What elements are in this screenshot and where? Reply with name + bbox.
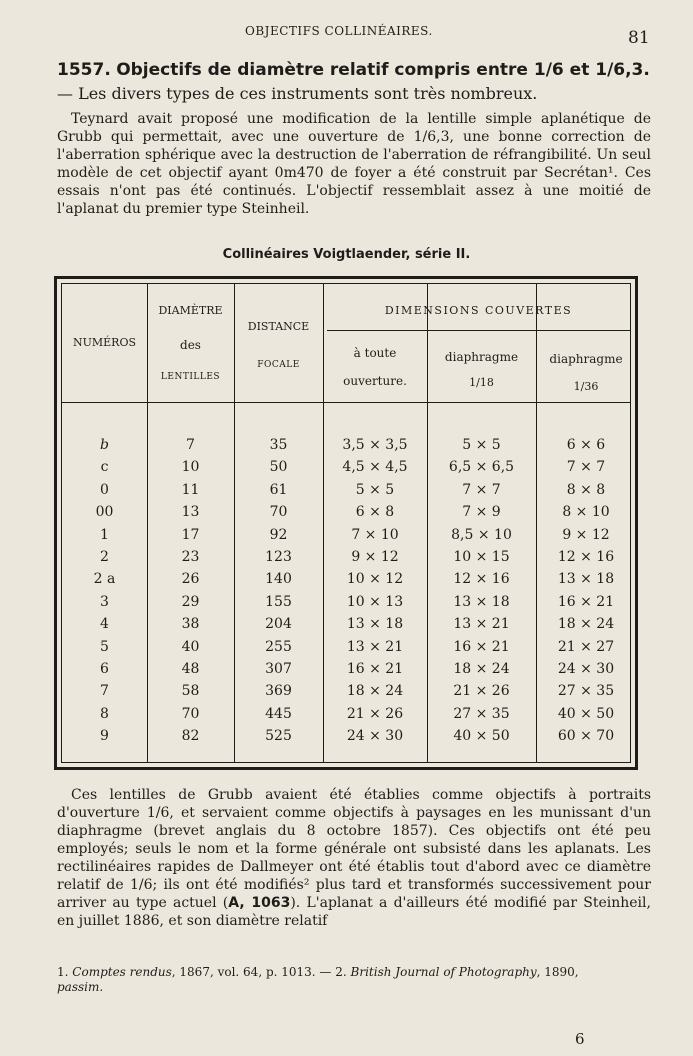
cell-diametre: 38 xyxy=(181,616,200,633)
cell-focale: 525 xyxy=(265,728,292,745)
cell-d36: 13 × 18 xyxy=(557,571,615,588)
column-diaphragme-36 xyxy=(536,434,636,748)
cell-diametre: 70 xyxy=(181,705,200,722)
cell-d18: 13 × 18 xyxy=(453,593,510,610)
section-subtitle: — Les divers types de ces instruments sont très nombreux. xyxy=(57,84,538,103)
paragraph-grubb-text: Ces lentilles de Grubb avaient été établies comme objectifs à portraits d'ouverture 1/6, et servaient comme objectifs à paysages en les munissant d'un diaphragme (brevet anglais du 8 octobre 1857). Ces objectifs ont été peu employés; seuls le nom et la forme générale ont subsisté dans les aplanats. Les rectilinéaires rapides de Dallmeyer ont été établis tout d'abord avec ce diamètre relatif de 1/6; ils ont été modifiés² plus tard et transformés successivement pour arriver au type actuel ( xyxy=(57,787,651,911)
cell-num: 5 xyxy=(100,638,109,655)
header-numeros: NUMÉROS xyxy=(72,336,137,349)
cell-d36: 16 × 21 xyxy=(557,593,615,610)
cell-toute: 5 × 5 xyxy=(355,481,395,498)
cell-d36: 9 × 12 xyxy=(562,526,610,543)
cell-d36: 18 × 24 xyxy=(557,616,615,633)
cell-num: 1 xyxy=(100,526,109,543)
header-focale: FOCALE xyxy=(257,360,300,370)
footnote-source-2: British Journal of Photography xyxy=(350,965,537,979)
header-dimensions: DIMENSIONS COUVERTES xyxy=(384,304,573,317)
footnote-text-2: , 1890, xyxy=(536,965,579,979)
cell-d36: 7 × 7 xyxy=(566,459,606,476)
cell-d36: 12 × 16 xyxy=(557,549,615,566)
column-diametre xyxy=(147,434,234,748)
cell-focale: 255 xyxy=(265,638,292,655)
cell-diametre: 48 xyxy=(181,661,200,678)
cell-d36: 60 × 70 xyxy=(557,728,615,745)
cell-focale: 123 xyxy=(265,549,292,566)
header-diaphragme-18-value: 1/18 xyxy=(469,376,494,389)
cell-d18: 5 × 5 xyxy=(462,437,501,453)
cell-d36: 8 × 10 xyxy=(562,504,610,521)
header-toute-ouverture-2: ouverture. xyxy=(343,374,407,388)
cell-diametre: 40 xyxy=(181,638,200,655)
section-title: Objectifs de diamètre relatif compris entre 1/6 et 1/6,3. xyxy=(116,60,650,80)
header-lentilles: LENTILLES xyxy=(160,372,221,382)
cell-d18: 40 × 50 xyxy=(453,728,510,745)
header-rule xyxy=(62,402,630,403)
footnote-source-1: Comptes rendus xyxy=(72,965,172,979)
cell-d18: 7 × 7 xyxy=(462,481,501,498)
header-distance: DISTANCE xyxy=(247,320,310,333)
cell-num: 0 xyxy=(100,481,109,498)
cell-focale: 61 xyxy=(269,481,288,498)
cell-focale: 369 xyxy=(265,683,292,700)
table-caption: Collinéaires Voigtlaender, série II. xyxy=(222,247,471,262)
cell-d36: 40 × 50 xyxy=(557,705,615,722)
cell-num: 7 xyxy=(100,683,109,700)
cell-diametre: 7 xyxy=(186,437,195,453)
cell-num: c xyxy=(100,459,109,476)
cell-d36: 24 × 30 xyxy=(557,661,615,678)
cell-focale: 204 xyxy=(265,616,292,633)
footnote-passim: passim. xyxy=(57,980,104,994)
cell-diametre: 58 xyxy=(181,683,200,700)
cell-toute: 4,5 × 4,5 xyxy=(342,459,408,476)
page-number: 81 xyxy=(628,28,650,48)
cell-d18: 7 × 9 xyxy=(462,504,501,521)
table-frame xyxy=(61,283,631,763)
cell-num: 9 xyxy=(100,728,109,745)
cell-focale: 35 xyxy=(269,437,288,453)
cell-d18: 12 × 16 xyxy=(453,571,510,588)
cell-d18: 8,5 × 10 xyxy=(451,526,512,543)
cell-num: 2 a xyxy=(93,571,116,588)
cell-num: 2 xyxy=(100,549,109,566)
footnote-text-1: , 1867, vol. 64, p. 1013. — 2. xyxy=(171,965,347,979)
cell-focale: 92 xyxy=(269,526,288,543)
cell-diametre: 82 xyxy=(181,728,200,745)
cross-reference: A, 1063 xyxy=(228,895,291,911)
cell-focale: 50 xyxy=(269,459,288,476)
cell-num: 8 xyxy=(100,705,109,722)
cell-diametre: 26 xyxy=(181,571,200,588)
footnote-number: 1. xyxy=(57,965,69,979)
cell-num: 6 xyxy=(100,661,109,678)
cell-toute: 16 × 21 xyxy=(346,661,404,678)
cell-d36: 27 × 35 xyxy=(557,683,615,700)
cell-diametre: 13 xyxy=(181,504,200,521)
cell-toute: 24 × 30 xyxy=(346,728,404,745)
header-toute-ouverture-1: à toute xyxy=(353,346,397,360)
cell-diametre: 29 xyxy=(181,593,200,610)
cell-d18: 10 × 15 xyxy=(453,549,510,566)
cell-num: 4 xyxy=(100,616,109,633)
cell-focale: 70 xyxy=(269,504,288,521)
cell-toute: 9 × 12 xyxy=(351,549,399,566)
section-number: 1557. xyxy=(57,60,111,80)
cell-toute: 7 × 10 xyxy=(351,526,399,543)
cell-d36: 8 × 8 xyxy=(566,481,606,498)
cell-d18: 13 × 21 xyxy=(453,616,510,633)
header-diametre: DIAMÈTRE xyxy=(158,304,223,317)
cell-focale: 307 xyxy=(265,661,292,678)
header-des: des xyxy=(180,338,201,352)
header-subrule xyxy=(327,330,630,331)
cell-focale: 445 xyxy=(265,705,292,722)
signature-mark: 6 xyxy=(575,1030,585,1048)
cell-toute: 10 × 12 xyxy=(346,571,404,588)
running-title: OBJECTIFS COLLINÉAIRES. xyxy=(245,24,433,38)
header-diaphragme-36-value: 1/36 xyxy=(573,380,599,393)
cell-d18: 6,5 × 6,5 xyxy=(448,459,515,476)
lens-table xyxy=(54,276,638,770)
header-diaphragme-36: diaphragme xyxy=(549,352,623,366)
cell-toute: 10 × 13 xyxy=(346,593,404,610)
cell-d36: 6 × 6 xyxy=(566,437,606,453)
column-diaphragme-18 xyxy=(427,434,536,748)
cell-diametre: 23 xyxy=(181,549,200,566)
cell-d18: 16 × 21 xyxy=(453,638,510,655)
cell-focale: 140 xyxy=(265,571,292,588)
cell-num: 00 xyxy=(95,504,114,521)
paragraph-teynard: Teynard avait proposé une modification de la lentille simple aplanétique de Grubb qui permettait, avec une ouverture de 1/6,3, une bonne correction de l'aberration sphérique avec la destruction de l'aberration de réfrangibilité. Un seul modèle de cet objectif ayant 0m470 de foyer a été construit par Secrétan¹. Ces essais n'ont pas été continués. L'objectif ressemblait assez à une moitié de l'aplanat du premier type Steinheil. xyxy=(57,111,651,217)
cell-toute: 18 × 24 xyxy=(346,683,404,700)
cell-num: b xyxy=(100,437,109,453)
cell-toute: 13 × 18 xyxy=(346,616,404,633)
cell-toute: 6 × 8 xyxy=(355,504,395,521)
footnotes xyxy=(57,965,647,995)
cell-num: 3 xyxy=(100,593,109,610)
cell-d18: 21 × 26 xyxy=(453,683,510,700)
column-numeros xyxy=(62,434,147,748)
paragraph-grubb-text-end: ). L'aplanat a d'ailleurs été modifié par Steinheil, en juillet 1886, et son diamètre relatif xyxy=(57,895,651,929)
section-heading xyxy=(57,58,657,106)
cell-focale: 155 xyxy=(265,593,292,610)
cell-diametre: 10 xyxy=(181,459,200,476)
cell-diametre: 11 xyxy=(181,481,200,498)
cell-toute: 13 × 21 xyxy=(346,638,404,655)
header-diaphragme-18: diaphragme xyxy=(444,350,519,364)
paragraph-grubb xyxy=(57,786,651,930)
cell-toute: 21 × 26 xyxy=(346,705,404,722)
column-toute-ouverture xyxy=(323,434,427,748)
cell-d18: 18 × 24 xyxy=(453,661,510,678)
cell-d36: 21 × 27 xyxy=(557,638,615,655)
column-focale xyxy=(234,434,323,748)
cell-d18: 27 × 35 xyxy=(453,705,510,722)
cell-toute: 3,5 × 3,5 xyxy=(342,437,408,453)
cell-diametre: 17 xyxy=(181,526,200,543)
